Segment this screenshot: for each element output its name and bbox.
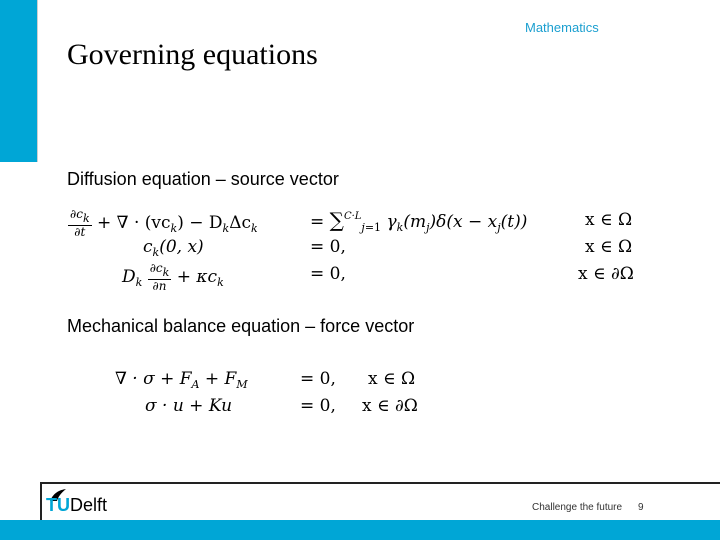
section-heading-diffusion: Diffusion equation – source vector xyxy=(67,169,339,189)
diffusion-eq3-rhs: = 0, xyxy=(310,264,346,284)
footer-divider xyxy=(40,482,720,484)
footer-accent-band xyxy=(0,520,720,540)
mechanical-eq1-rhs: = 0, xyxy=(300,369,336,389)
footer-tagline: Challenge the future xyxy=(532,502,623,513)
diffusion-equation-2: $c_k(0$, x) xyxy=(143,237,204,259)
footer-corner-tick xyxy=(40,482,42,522)
mechanical-eq2-domain: x ∈ ∂Ω xyxy=(362,396,418,416)
partial-derivative-fraction: $\frac{\partial ck}{\partial t}$ xyxy=(70,207,90,239)
diffusion-eq1-lhs-end: Δc xyxy=(229,213,251,233)
diffusion-eq1-lhs-tail: + ∇ · (vc xyxy=(97,213,171,233)
mechanical-equation-1: ∇ · $\sigma + F_A + F_M$ xyxy=(115,369,248,391)
diffusion-eq3-domain: x ∈ ∂Ω xyxy=(578,264,634,284)
mechanical-eq2-rhs: = 0, xyxy=(300,396,336,416)
mechanical-eq1-domain: x ∈ Ω xyxy=(368,369,416,389)
diffusion-equation-1-rhs: = ∑$^{C\cdot L}_{j=1}$ $\gamma_k(m_j)\delta(x - x_j(t))$ xyxy=(310,208,528,234)
sidebar-accent-bar xyxy=(0,0,37,162)
section-heading-mechanical: Mechanical balance equation – force vector xyxy=(67,316,415,336)
header-divider xyxy=(37,0,38,162)
page-number: 9 xyxy=(638,502,644,513)
tudelft-logo xyxy=(46,488,120,516)
diffusion-equation-3: $D_k$ $\frac{\partial ck}{\partial n}$ + $\kappa c_k$ xyxy=(122,261,224,293)
diffusion-eq1-lhs-mid: ) − D xyxy=(177,213,223,233)
department-label: Mathematics xyxy=(525,20,599,35)
diffusion-eq1-domain: x ∈ Ω xyxy=(585,210,633,230)
diffusion-eq2-domain: x ∈ Ω xyxy=(585,237,633,257)
logo-wordmark: TUDelft xyxy=(46,495,108,515)
diffusion-equation-1: $\frac{\partial ck}{\partial t}$ + ∇ · $(vc_k) - D_k\Delta c_k$ xyxy=(70,207,258,239)
diffusion-eq2-rhs: = 0, xyxy=(310,237,346,257)
mechanical-equation-2: σ · u + Ku xyxy=(145,396,233,416)
page-title: Governing equations xyxy=(67,38,318,71)
normal-derivative-fraction: $\frac{\partial ck}{\partial n}$ xyxy=(149,261,170,293)
